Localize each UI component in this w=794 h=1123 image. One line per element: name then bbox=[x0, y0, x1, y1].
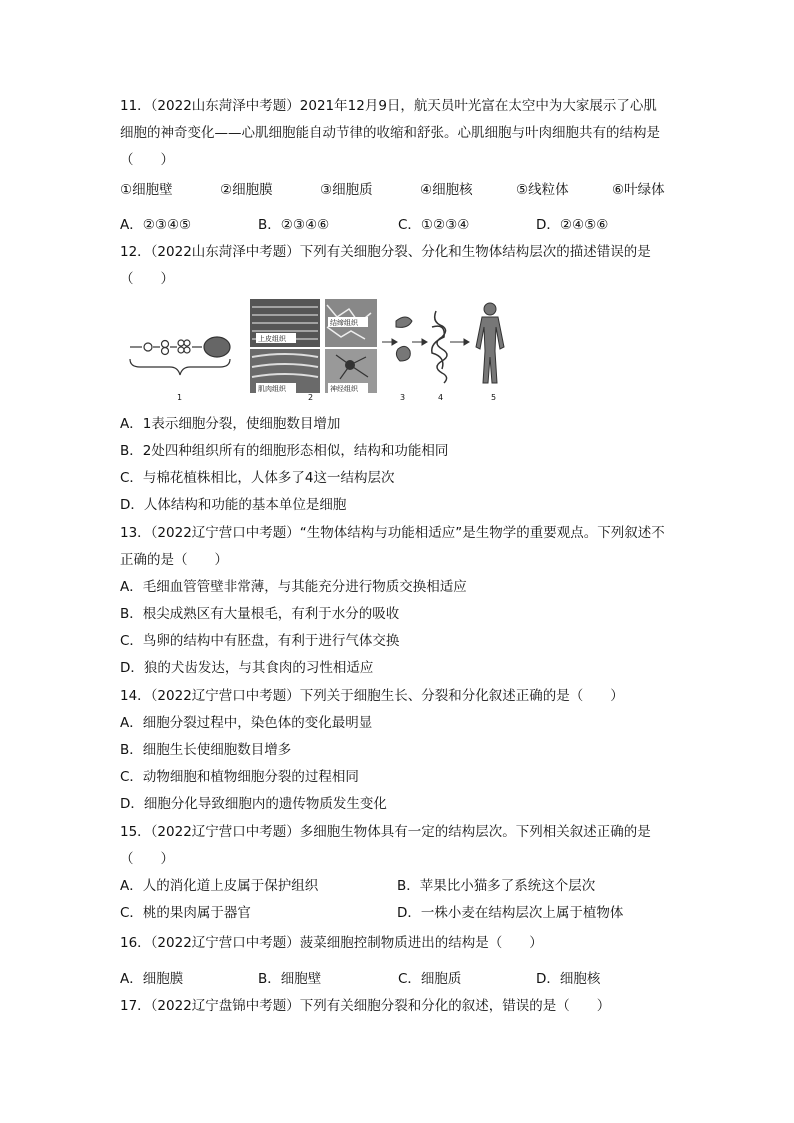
q11-option-b: B．②③④⑥ bbox=[258, 217, 330, 233]
q14-stem-line1: 14．（2022辽宁营口中考题）下列关于细胞生长、分裂和分化叙述正确的是（ ） bbox=[120, 688, 624, 704]
q11-stem-line2: 细胞的神奇变化——心肌细胞能自动节律的收缩和舒张。心肌细胞与叶肉细胞共有的结构是 bbox=[120, 125, 660, 141]
digestive-system-illustration bbox=[432, 311, 447, 383]
q14-option-b: B．细胞生长使细胞数目增多 bbox=[120, 742, 292, 758]
q15-option-c: C．桃的果肉属于器官 bbox=[120, 905, 251, 921]
q15-option-a: A．人的消化道上皮属于保护组织 bbox=[120, 878, 319, 894]
q16-option-c: C．细胞质 bbox=[398, 971, 462, 987]
q11-structure: ⑤线粒体 bbox=[516, 182, 569, 198]
tissue-label: 肌肉组织 bbox=[258, 385, 286, 393]
q16-option-b: B．细胞壁 bbox=[258, 971, 322, 987]
tissue-label: 神经组织 bbox=[330, 385, 358, 393]
q16-options bbox=[120, 970, 656, 988]
q12-option-a: A．1表示细胞分裂，使细胞数目增加 bbox=[120, 416, 341, 432]
q11-structure: ⑥叶绿体 bbox=[612, 182, 665, 198]
q16-option-a: A．细胞膜 bbox=[120, 971, 184, 987]
human-body-illustration bbox=[476, 303, 504, 383]
q15-stem-line1: 15．（2022辽宁营口中考题）多细胞生物体具有一定的结构层次。下列相关叙述正确的是 bbox=[120, 824, 651, 840]
step-number: 2 bbox=[308, 393, 314, 402]
q16-stem-line1: 16．（2022辽宁营口中考题）菠菜细胞控制物质进出的结构是（ ） bbox=[120, 935, 543, 951]
q11-option-a: A．②③④⑤ bbox=[120, 217, 192, 233]
q14-option-c: C．动物细胞和植物细胞分裂的过程相同 bbox=[120, 769, 359, 785]
q12-stem-line1: 12．（2022山东菏泽中考题）下列有关细胞分裂、分化和生物体结构层次的描述错误的是 bbox=[120, 244, 651, 260]
step-number: 4 bbox=[438, 393, 444, 402]
q13-stem-line1: 13．（2022辽宁营口中考题）“生物体结构与功能相适应”是生物学的重要观点。下列叙述不 bbox=[120, 525, 665, 541]
q11-stem-line1: 11．（2022山东菏泽中考题）2021年12月9日，航天员叶光富在太空中为大家展示了心肌 bbox=[120, 98, 657, 114]
q13-option-b: B．根尖成熟区有大量根毛，有利于水分的吸收 bbox=[120, 606, 400, 622]
step-number: 3 bbox=[400, 393, 406, 402]
tissue-panel-connective bbox=[325, 299, 377, 347]
tissue-panel-muscle bbox=[250, 349, 320, 393]
q11-options bbox=[120, 216, 656, 234]
q13-option-d: D．狼的犬齿发达，与其食肉的习性相适应 bbox=[120, 660, 374, 676]
step-number: 5 bbox=[491, 393, 497, 402]
q11-option-c: C．①②③④ bbox=[398, 217, 470, 233]
q12-answer-paren: （ ） bbox=[120, 271, 174, 287]
q12-structure-levels-figure bbox=[120, 297, 540, 405]
q11-option-d: D．②④⑤⑥ bbox=[536, 217, 609, 233]
q13-option-c: C．鸟卵的结构中有胚盘，有利于进行气体交换 bbox=[120, 633, 400, 649]
q12-option-b: B．2处四种组织所有的细胞形态相似，结构和功能相同 bbox=[120, 443, 449, 459]
q15-options-row1 bbox=[120, 877, 595, 895]
q11-structure: ②细胞膜 bbox=[220, 182, 273, 198]
q11-structure-list bbox=[120, 181, 682, 199]
tissue-panel-nervous bbox=[325, 349, 377, 393]
q14-option-a: A．细胞分裂过程中，染色体的变化最明显 bbox=[120, 715, 373, 731]
cell-division-illustration bbox=[130, 337, 230, 375]
q13-stem-line2: 正确的是（ ） bbox=[120, 552, 228, 568]
q11-structure: ④细胞核 bbox=[420, 182, 473, 198]
q16-option-d: D．细胞核 bbox=[536, 971, 601, 987]
q11-structure: ①细胞壁 bbox=[120, 182, 173, 198]
q13-option-a: A．毛细血管管壁非常薄，与其能充分进行物质交换相适应 bbox=[120, 579, 467, 595]
q12-option-d: D．人体结构和功能的基本单位是细胞 bbox=[120, 497, 347, 513]
q12-option-c: C．与棉花植株相比，人体多了4这一结构层次 bbox=[120, 470, 395, 486]
q15-option-b: B．苹果比小猫多了系统这个层次 bbox=[397, 878, 596, 894]
tissue-panel-epithelial bbox=[250, 299, 320, 347]
tissue-label: 结缔组织 bbox=[330, 319, 358, 327]
step-number: 1 bbox=[177, 393, 183, 402]
q15-answer-paren: （ ） bbox=[120, 851, 174, 867]
q11-structure: ③细胞质 bbox=[320, 182, 373, 198]
q15-option-d: D．一株小麦在结构层次上属于植物体 bbox=[397, 905, 624, 921]
q15-options-row2 bbox=[120, 904, 623, 922]
q17-stem-line1: 17．（2022辽宁盘锦中考题）下列有关细胞分裂和分化的叙述，错误的是（ ） bbox=[120, 998, 611, 1014]
organ-illustration bbox=[396, 317, 412, 361]
q14-option-d: D．细胞分化导致细胞内的遗传物质发生变化 bbox=[120, 796, 387, 812]
tissue-label: 上皮组织 bbox=[258, 335, 286, 343]
q11-answer-paren: （ ） bbox=[120, 152, 174, 168]
